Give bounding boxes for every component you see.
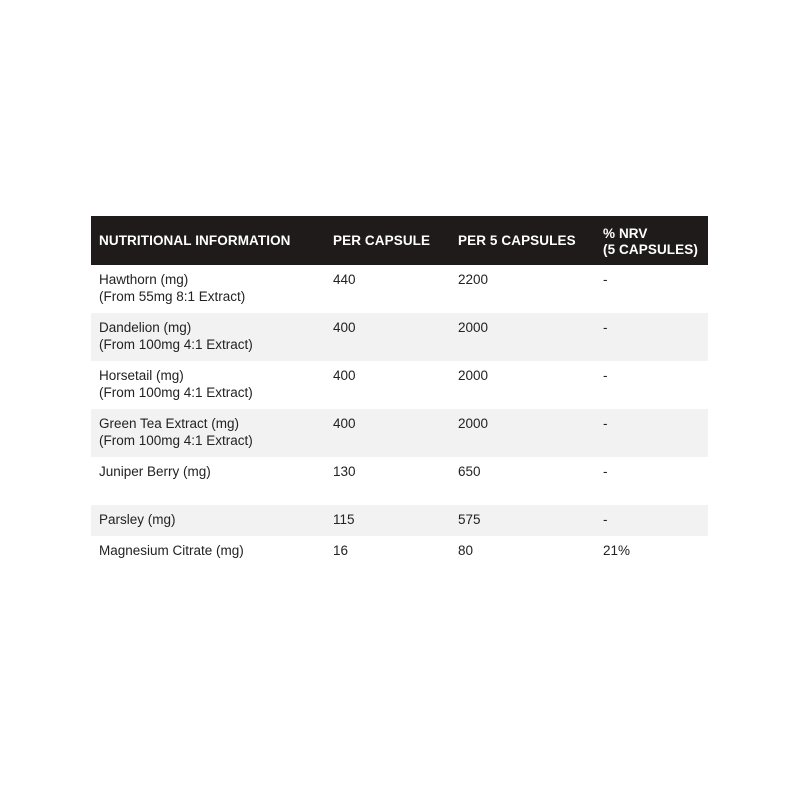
ingredient-name: Horsetail (mg) <box>99 368 184 383</box>
header-per-5-capsules: PER 5 CAPSULES <box>458 232 576 248</box>
table-body <box>91 265 708 567</box>
per-capsule-value: 400 <box>333 416 356 431</box>
ingredient-detail: (From 100mg 4:1 Extract) <box>99 385 253 400</box>
per-5-capsules-value: 80 <box>458 543 474 558</box>
ingredient-name: Green Tea Extract (mg) <box>99 416 240 431</box>
nrv-value: - <box>603 368 608 383</box>
table-row <box>91 409 708 457</box>
ingredient-name: Dandelion (mg) <box>99 320 192 335</box>
per-capsule-value: 115 <box>333 512 355 527</box>
per-5-capsules-value: 2200 <box>458 272 489 287</box>
header-nrv-line1: % NRV <box>603 225 648 241</box>
nrv-value: - <box>603 512 608 527</box>
per-capsule-value: 400 <box>333 368 356 383</box>
per-5-capsules-value: 2000 <box>458 368 489 383</box>
per-capsule-value: 440 <box>333 272 356 287</box>
ingredient-cell <box>91 505 325 536</box>
ingredient-cell <box>91 361 325 409</box>
per-capsule-value: 400 <box>333 320 356 335</box>
per-5-capsules-value: 650 <box>458 464 481 479</box>
header-nutritional-information: NUTRITIONAL INFORMATION <box>99 232 291 248</box>
nutrition-table <box>91 216 708 567</box>
ingredient-name: Hawthorn (mg) <box>99 272 189 287</box>
nrv-value: 21% <box>603 543 631 558</box>
ingredient-cell <box>91 409 325 457</box>
per-capsule-value: 16 <box>333 543 349 558</box>
ingredient-detail: (From 100mg 4:1 Extract) <box>99 337 253 352</box>
ingredient-name: Magnesium Citrate (mg) <box>99 543 244 558</box>
per-5-capsules-value: 575 <box>458 512 481 527</box>
header-nrv <box>595 216 708 265</box>
per-5-capsules-value: 2000 <box>458 416 489 431</box>
table-row <box>91 313 708 361</box>
nrv-value: - <box>603 320 608 335</box>
table-row <box>91 457 708 505</box>
nrv-value: - <box>603 464 608 479</box>
ingredient-name: Juniper Berry (mg) <box>99 464 211 479</box>
per-5-capsules-value: 2000 <box>458 320 489 335</box>
per-capsule-value: 130 <box>333 464 356 479</box>
ingredient-detail: (From 100mg 4:1 Extract) <box>99 433 253 448</box>
ingredient-detail: (From 55mg 8:1 Extract) <box>99 289 246 304</box>
nrv-value: - <box>603 416 608 431</box>
table-header <box>91 216 708 265</box>
ingredient-cell <box>91 265 325 313</box>
ingredient-cell <box>91 536 325 567</box>
ingredient-name: Parsley (mg) <box>99 512 176 527</box>
header-per-capsule: PER CAPSULE <box>333 232 431 248</box>
table-row <box>91 536 708 567</box>
header-row <box>91 216 708 265</box>
ingredient-cell <box>91 313 325 361</box>
nrv-value: - <box>603 272 608 287</box>
ingredient-cell <box>91 457 325 505</box>
table-row <box>91 265 708 313</box>
header-nrv-line2: (5 CAPSULES) <box>603 241 698 257</box>
table-row <box>91 361 708 409</box>
table-row <box>91 505 708 536</box>
